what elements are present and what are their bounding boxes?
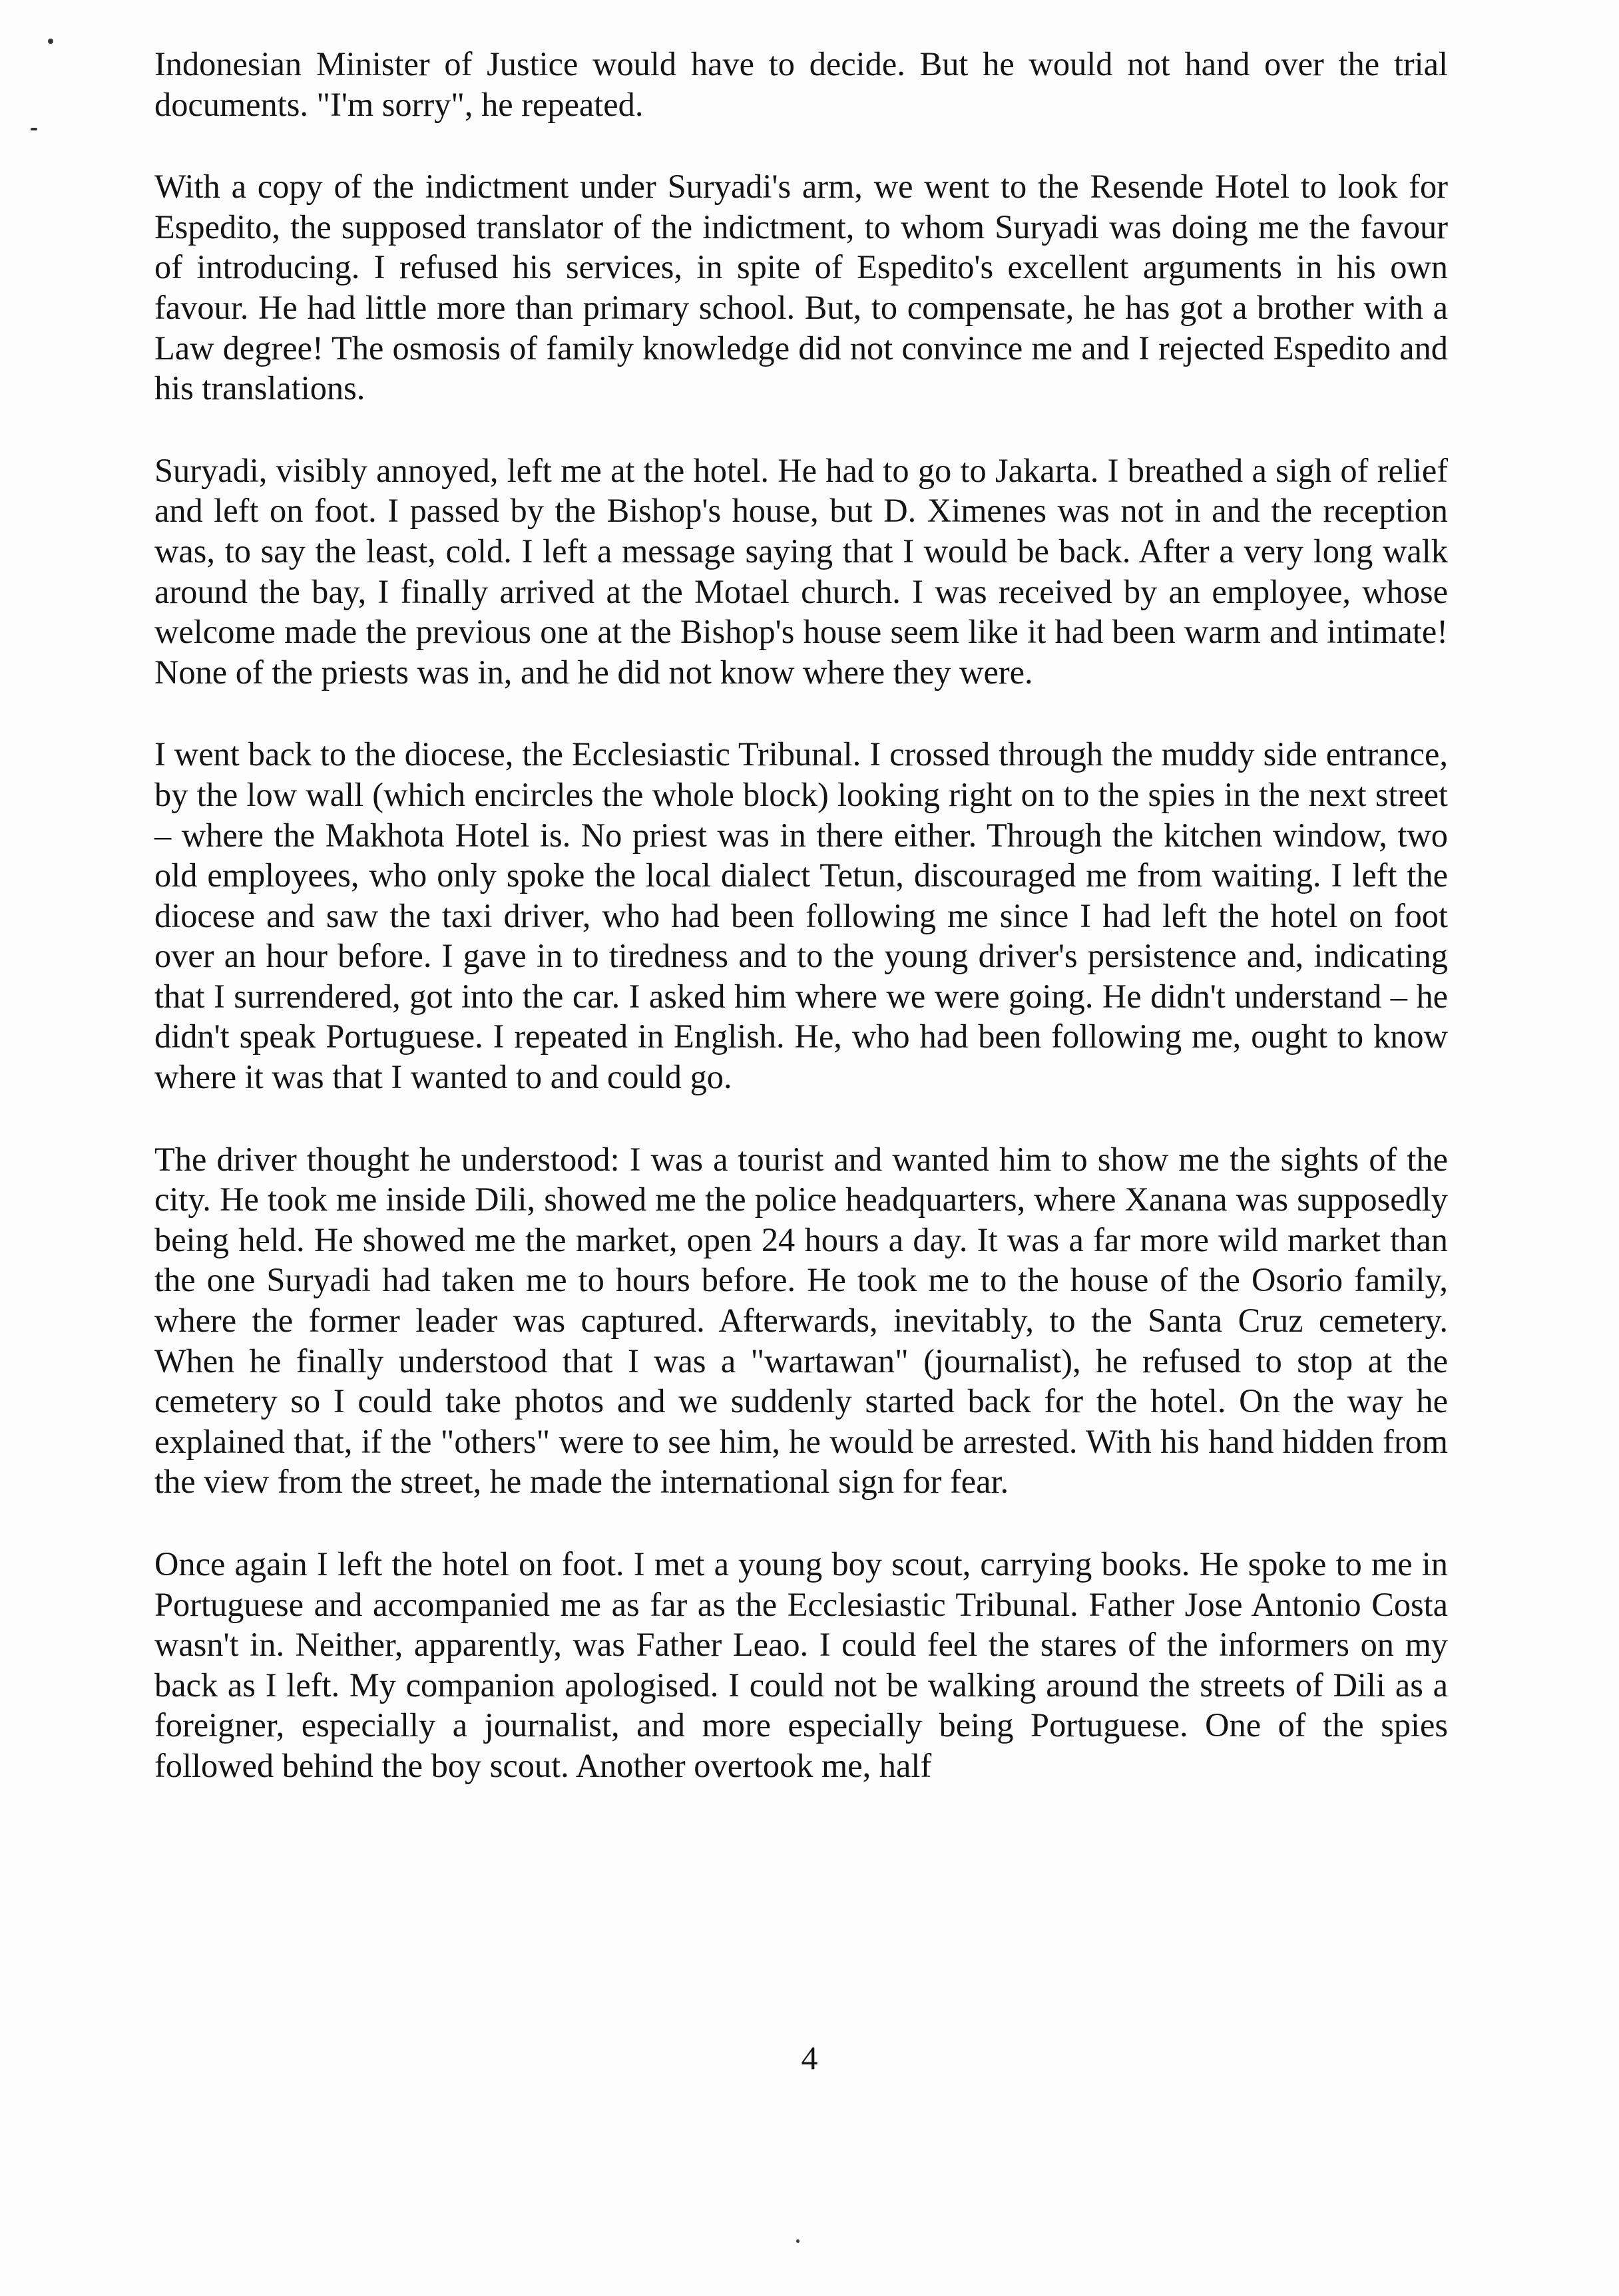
scan-speck — [48, 39, 53, 44]
paragraph: I went back to the diocese, the Ecclesiastic Tribunal. I crossed through the muddy side entrance, by the low wall (which encircles the whole block) looking right on to the spies in the next street – where the Makhota Hotel is. No priest was in there either. Through the kitchen window, two old employees, who only spoke the local dialect Tetun, discouraged me from waiting. I left the diocese and saw the taxi driver, who had been following me since I had left the hotel on foot over an hour before. I gave in to tiredness and to the young driver's persistence and, indicating that I surrendered, got into the car. I asked him where we were going. He didn't understand – he didn't speak Portuguese. I repeated in English. He, who had been following me, ought to know where it was that I wanted to and could go. — [154, 735, 1448, 1096]
paragraph: With a copy of the indictment under Suryadi's arm, we went to the Resende Hotel to look for Espedito, the supposed translator of the indictment, to whom Suryadi was doing me the favour of introducing. I refused his services, in spite of Espedito's excellent arguments in his own favour. He had little more than primary school. But, to compensate, he has got a brother with a Law degree! The osmosis of family knowledge did not convince me and I rejected Espedito and his translations. — [154, 168, 1448, 407]
scan-speck — [31, 128, 37, 130]
paragraph: Indonesian Minister of Justice would have to decide. But he would not hand over the trial documents. "I'm sorry", he repeated. — [154, 45, 1448, 123]
paragraph: Once again I left the hotel on foot. I met a young boy scout, carrying books. He spoke to me in Portuguese and accompanied me as far as the Ecclesiastic Tribunal. Father Jose Antonio Costa wasn't in. Neither, apparently, was Father Leao. I could feel the stares of the informers on my back as I left. My companion apologised. I could not be walking around the streets of Dili as a foreigner, especially a journalist, and more especially being Portuguese. One of the spies followed behind the boy scout. Another overtook me, half — [154, 1545, 1448, 1784]
page-number: 4 — [801, 2039, 818, 2076]
paragraph: Suryadi, visibly annoyed, left me at the hotel. He had to go to Jakarta. I breathed a sigh of relief and left on foot. I passed by the Bishop's house, but D. Ximenes was not in and the reception was, to say the least, cold. I left a message saying that I would be back. After a very long walk around the bay, I finally arrived at the Motael church. I was received by an employee, whose welcome made the previous one at the Bishop's house seem like it had been warm and intimate! None of the priests was in, and he did not know where they were. — [154, 451, 1448, 691]
scan-speck — [796, 2239, 800, 2243]
paragraph: The driver thought he understood: I was a tourist and wanted him to show me the sights of the city. He took me inside Dili, showed me the police headquarters, where Xanana was supposedly being held. He showed me the market, open 24 hours a day. It was a far more wild market than the one Suryadi had taken me to hours before. He took me to the house of the Osorio family, where the former leader was captured. Afterwards, inevitably, to the Santa Cruz cemetery. When he finally understood that I was a "wartawan" (journalist), he refused to stop at the cemetery so I could take photos and we suddenly started back for the hotel. On the way he explained that, if the "others" were to see him, he would be arrested. With his hand hidden from the view from the street, he made the international sign for fear. — [154, 1140, 1448, 1501]
body-text — [154, 44, 1448, 1786]
